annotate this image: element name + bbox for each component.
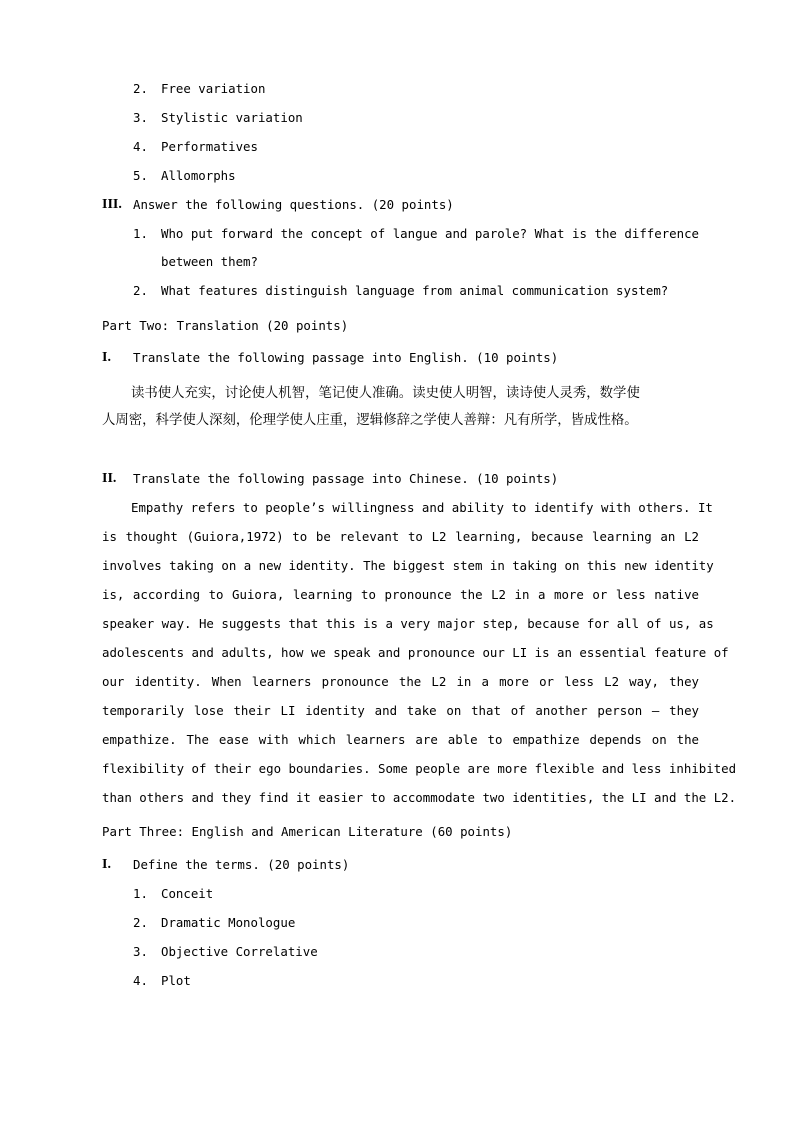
- term-number: 4.: [133, 973, 148, 988]
- section-heading: Answer the following questions. (20 points): [133, 197, 454, 212]
- question-text: What features distinguish language from animal communication system?: [161, 283, 669, 298]
- question-text: Who put forward the concept of langue and parole? What is the difference: [161, 226, 699, 241]
- passage-line: temporarily lose their LI identity and take on that of another person – they: [102, 703, 699, 718]
- list-item-text: Stylistic variation: [161, 110, 303, 125]
- list-item-number: 2.: [133, 81, 148, 96]
- list-item-number: 4.: [133, 139, 148, 154]
- passage-line: is, according to Guiora, learning to pronounce the L2 in a more or less native: [102, 587, 699, 602]
- question-text-continued: between them?: [161, 254, 258, 269]
- question-number: 1.: [133, 226, 148, 241]
- list-item-number: 3.: [133, 110, 148, 125]
- list-item-text: Performatives: [161, 139, 258, 154]
- passage-line: flexibility of their ego boundaries. Some people are more flexible and less inhibited: [102, 761, 737, 776]
- term-number: 1.: [133, 886, 148, 901]
- section-heading: Define the terms. (20 points): [133, 857, 350, 872]
- section-numeral: II.: [102, 471, 117, 486]
- term-text: Dramatic Monologue: [161, 915, 296, 930]
- passage-line: speaker way. He suggests that this is a very major step, because for all of us, as: [102, 616, 714, 631]
- section-heading: Translate the following passage into Chinese. (10 points): [133, 471, 559, 486]
- passage-line: involves taking on a new identity. The biggest stem in taking on this new identity: [102, 558, 714, 573]
- section-numeral: III.: [102, 197, 122, 212]
- part-title: Part Three: English and American Literature (60 points): [102, 824, 513, 839]
- passage-line: is thought (Guiora,1972) to be relevant to L2 learning, because learning an L2: [102, 529, 699, 544]
- term-text: Plot: [161, 973, 191, 988]
- term-text: Conceit: [161, 886, 214, 901]
- passage-line: adolescents and adults, how we speak and pronounce our LI is an essential feature of: [102, 645, 729, 660]
- section-heading: Translate the following passage into English. (10 points): [133, 350, 559, 365]
- section-numeral: I.: [102, 350, 111, 365]
- passage-line: our identity. When learners pronounce the L2 in a more or less L2 way, they: [102, 674, 699, 689]
- chinese-passage-line: 读书使人充实，讨论使人机智，笔记使人准确。读史使人明智，读诗使人灵秀，数学使: [131, 386, 640, 401]
- term-number: 3.: [133, 944, 148, 959]
- chinese-passage-line: 人周密，科学使人深刻，伦理学使人庄重，逻辑修辞之学使人善辩：凡有所学，皆成性格。: [102, 413, 638, 428]
- list-item-number: 5.: [133, 168, 148, 183]
- passage-line: empathize. The ease with which learners are able to empathize depends on the: [102, 732, 699, 747]
- section-numeral: I.: [102, 857, 111, 872]
- term-text: Objective Correlative: [161, 944, 318, 959]
- question-number: 2.: [133, 283, 148, 298]
- list-item-text: Allomorphs: [161, 168, 236, 183]
- part-title: Part Two: Translation (20 points): [102, 318, 349, 333]
- list-item-text: Free variation: [161, 81, 266, 96]
- term-number: 2.: [133, 915, 148, 930]
- passage-line: than others and they find it easier to accommodate two identities, the LI and the L2.: [102, 790, 737, 805]
- passage-line: Empathy refers to people’s willingness and ability to identify with others. It: [131, 500, 713, 515]
